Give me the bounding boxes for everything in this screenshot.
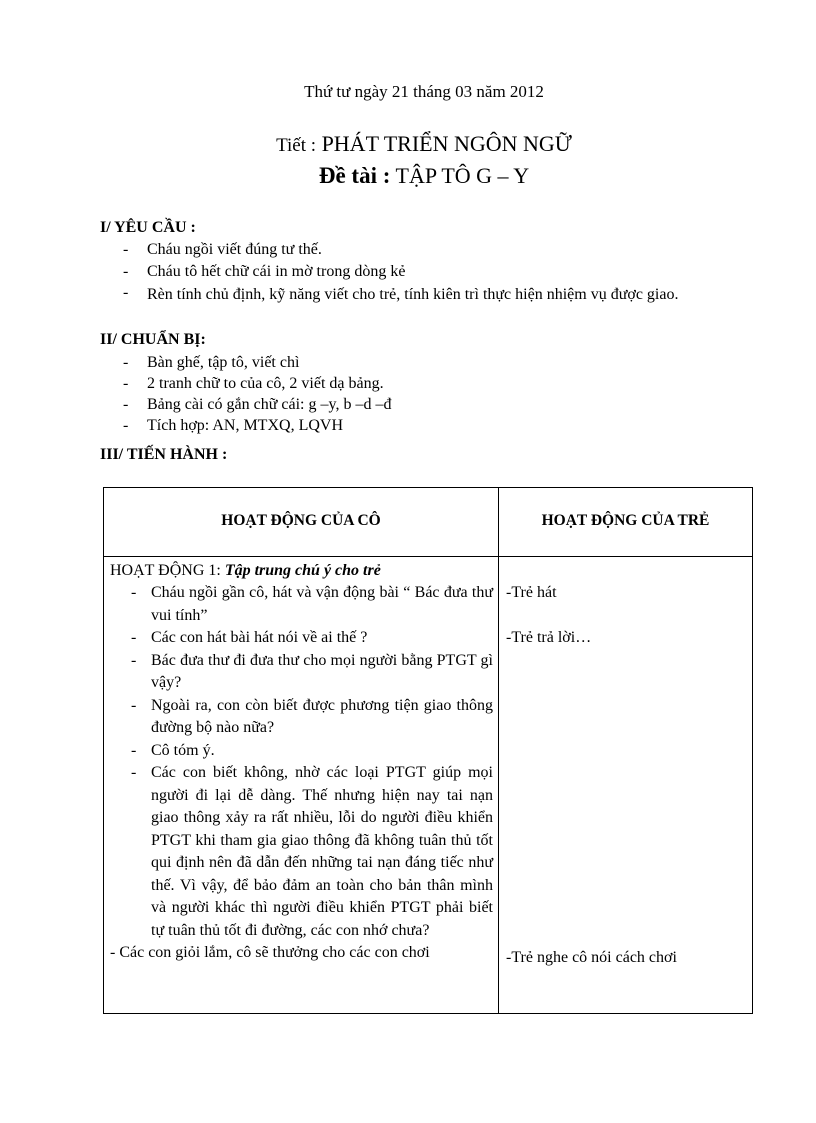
list-item: - Các con biết không, nhờ các loại PTGT giúp mọi người đi lại dễ dàng. Thế nhưng hiện nay tai nạn giao thông xảy ra rất nhiều, lỗi do người điều khiển PTGT khi tham gia giao thông đã không tuân thủ tốt qui định nên đã dẫn đến những tai nạn đáng tiếc như thế. Vì vậy, để bảo đảm an toàn cho bản thân mình và người khác thì người điều khiển PTGT phải biết tự tuân thủ tốt đi đường, các con nhớ chưa? [110, 762, 493, 942]
requirements-list [120, 239, 740, 305]
topic-label: Đề tài : [318, 163, 391, 188]
list-item: - Cháu ngồi viết đúng tư thế. [120, 239, 740, 261]
list-item: - Bác đưa thư đi đưa thư cho mọi người bằng PTGT gì vậy? [110, 650, 493, 695]
list-item: - Bàn ghế, tập tô, viết chì [120, 352, 740, 373]
child-activity-sing: -Trẻ hát [506, 584, 557, 601]
activity-table [103, 487, 753, 1014]
teacher-activities [110, 560, 493, 964]
teacher-closing-line: - Các con giỏi lắm, cô sẽ thưởng cho các con chơi [110, 944, 430, 961]
preparation-list [120, 352, 740, 436]
list-item: - Rèn tính chủ định, kỹ năng viết cho trẻ, tính kiên trì thực hiện nhiệm vụ được giao. [120, 283, 740, 305]
child-activity-listen: -Trẻ nghe cô nói cách chơi [506, 949, 677, 966]
list-item: - Cháu ngồi gần cô, hát và vận động bài “ Bác đưa thư vui tính” [110, 582, 493, 627]
child-activity-answer: -Trẻ trả lời… [506, 629, 592, 646]
activity-name: Tập trung chú ý cho trẻ [224, 562, 381, 579]
teacher-list [110, 582, 493, 942]
activity-label: HOẠT ĐỘNG 1: [110, 562, 221, 579]
list-item: - 2 tranh chữ to của cô, 2 viết dạ bảng. [120, 373, 740, 394]
lesson-subject [0, 131, 816, 157]
child-column-header: HOẠT ĐỘNG CỦA TRẺ [541, 512, 710, 529]
list-item: - Các con hát bài hát nói về ai thế ? [110, 627, 493, 650]
list-item: - Cô tóm ý. [110, 740, 493, 763]
list-item: - Ngoài ra, con còn biết được phương tiện giao thông đường bộ nào nữa? [110, 695, 493, 740]
requirements-heading: I/ YÊU CẦU : [100, 219, 196, 236]
topic-text: TẬP TÔ G – Y [395, 163, 530, 188]
activity-heading [110, 560, 493, 582]
header-divider [104, 556, 752, 557]
list-item: - Tích hợp: AN, MTXQ, LQVH [120, 415, 740, 436]
procedure-heading: III/ TIẾN HÀNH : [100, 446, 228, 463]
lesson-topic [0, 163, 816, 189]
teacher-column-header: HOẠT ĐỘNG CỦA CÔ [221, 512, 381, 529]
preparation-heading: II/ CHUẨN BỊ: [100, 331, 206, 348]
subject-text: PHÁT TRIỂN NGÔN NGỮ [321, 131, 572, 156]
list-item: - Cháu tô hết chữ cái in mờ trong dòng kẻ [120, 261, 740, 283]
list-item: - Bảng cài có gắn chữ cái: g –y, b –d –đ [120, 394, 740, 415]
subject-label: Tiết : [276, 135, 317, 156]
column-divider [498, 488, 499, 1013]
lesson-date: Thứ tư ngày 21 tháng 03 năm 2012 [304, 82, 544, 101]
